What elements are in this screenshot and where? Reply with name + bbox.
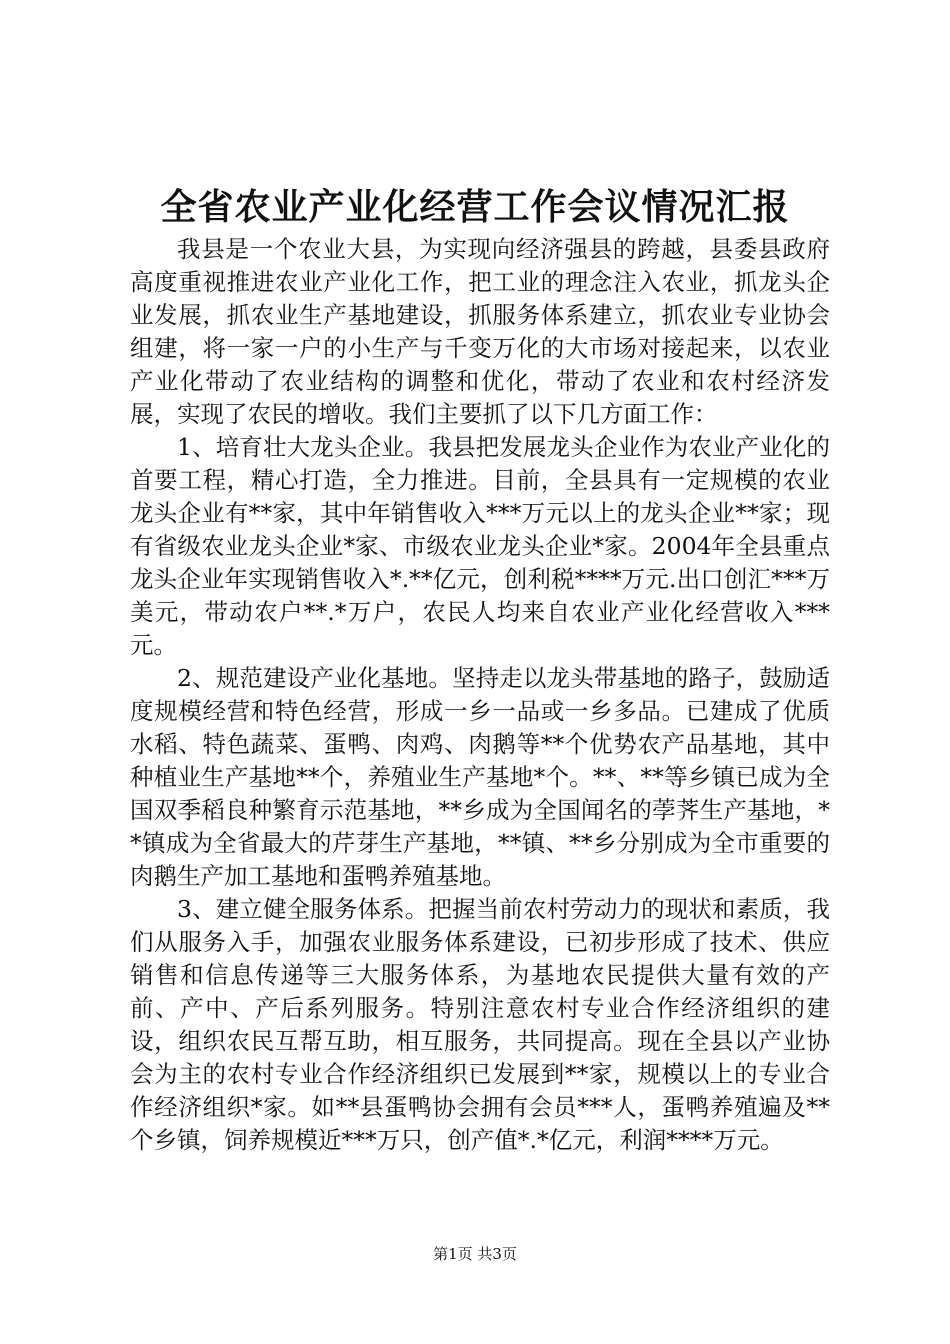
paragraph-leading-enterprises: 1、培育壮大龙头企业。我县把发展龙头企业作为农业产业化的首要工程，精心打造，全力推进。目前，全县具有一定规模的农业龙头企业有**家，其中年销售收入***万元以上的龙头企业**家；现有省级农业龙头企业*家、市级农业龙头企业*家。2004年全县重点龙头企业年实现销售收入*.**亿元，创利税****万元.出口创汇***万美元，带动农户**.*万户，农民人均来自农业产业化经营收入***元。 xyxy=(130,433,830,659)
paragraph-service-system: 3、建立健全服务体系。把握当前农村劳动力的现状和素质，我们从服务入手，加强农业服务体系建设，已初步形成了技术、供应销售和信息传递等三大服务体系，为基地农民提供大量有效的产前、产中、产后系列服务。特别注意农村专业合作经济组织的建设，组织农民互帮互助，相互服务，共同提高。现在全县以产业协会为主的农村专业合作经济组织已发展到**家，规模以上的专业合作经济组织*家。如**县蛋鸭协会拥有会员***人，蛋鸭养殖遍及**个乡镇，饲养规模近***万只，创产值*.*亿元，利润****万元。 xyxy=(130,895,830,1154)
document-body xyxy=(130,233,830,1157)
document-title: 全省农业产业化经营工作会议情况汇报 xyxy=(160,187,790,228)
page-footer: 第1页 共3页 xyxy=(433,1245,517,1263)
paragraph-industrial-bases: 2、规范建设产业化基地。坚持走以龙头带基地的路子，鼓励适度规模经营和特色经营，形成一乡一品或一乡多品。已建成了优质水稻、特色蔬菜、蛋鸭、肉鸡、肉鹅等**个优势农产品基地，其中种植业生产基地**个，养殖业生产基地*个。**、**等乡镇已成为全国双季稻良种繁育示范基地，**乡成为全国闻名的荸荠生产基地，**镇成为全省最大的芹芽生产基地，**镇、**乡分别成为全市重要的肉鹅生产加工基地和蛋鸭养殖基地。 xyxy=(130,664,830,890)
paragraph-intro: 我县是一个农业大县，为实现向经济强县的跨越，县委县政府高度重视推进农业产业化工作，把工业的理念注入农业，抓龙头企业发展，抓农业生产基地建设，抓服务体系建立，抓农业专业协会组建，将一家一户的小生产与千变万化的大市场对接起来，以农业产业化带动了农业结构的调整和优化，带动了农业和农村经济发展，实现了农民的增收。我们主要抓了以下几方面工作： xyxy=(130,235,830,428)
